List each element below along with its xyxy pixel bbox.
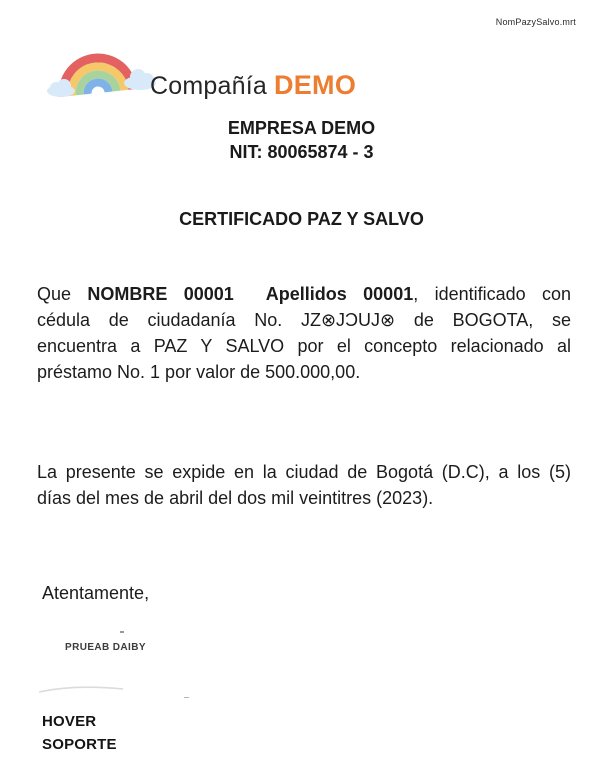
body-text: , identificado con [413, 284, 571, 304]
issuer-name: HOVER [42, 713, 97, 730]
paragraph-line [37, 281, 571, 307]
signer-name: PRUEAB DAIBY [65, 642, 146, 653]
signature-mark [184, 697, 189, 698]
person-name: NOMBRE 00001 Apellidos 00001 [87, 284, 414, 304]
paragraph-line [37, 307, 571, 333]
body-text: de BOGOTA, se [395, 310, 571, 330]
body-text: Que [37, 284, 88, 304]
company-name: EMPRESA DEMO [227, 118, 376, 138]
paragraph-line: encuentra a PAZ Y SALVO por el concepto relacionado al [37, 336, 571, 356]
company-nit: NIT: 80065874 - 3 [229, 142, 374, 162]
signature-mark [120, 631, 124, 633]
paragraph-line: días del mes de abril del dos mil veintitres (2023). [37, 488, 434, 508]
body-text: cédula de ciudadanía No. [37, 310, 301, 330]
paragraph-line: La presente se expide en la ciudad de Bogotá (D.C), a los (5) [37, 462, 571, 482]
company-header [0, 116, 603, 164]
issuance-paragraph [37, 459, 571, 511]
rainbow-logo-icon [46, 44, 164, 103]
issuer-area: SOPORTE [42, 736, 117, 753]
issuer-block [42, 710, 117, 756]
report-filename: NomPazySalvo.mrt [495, 17, 576, 27]
document-title: CERTIFICADO PAZ Y SALVO [179, 209, 424, 229]
paragraph-line: préstamo No. 1 por valor de 500.000,00. [37, 362, 361, 382]
closing-salutation: Atentamente, [42, 583, 150, 603]
logo-brand-name: DEMO [273, 70, 357, 100]
cedula-number: ЈΖ⊗ЈƆUЈ⊗ [300, 310, 396, 330]
logo-text [150, 70, 356, 101]
company-logo [46, 44, 356, 103]
signature-stroke [37, 682, 125, 694]
certificate-paragraph [37, 281, 571, 385]
logo-company-name: Compañía [150, 72, 267, 100]
